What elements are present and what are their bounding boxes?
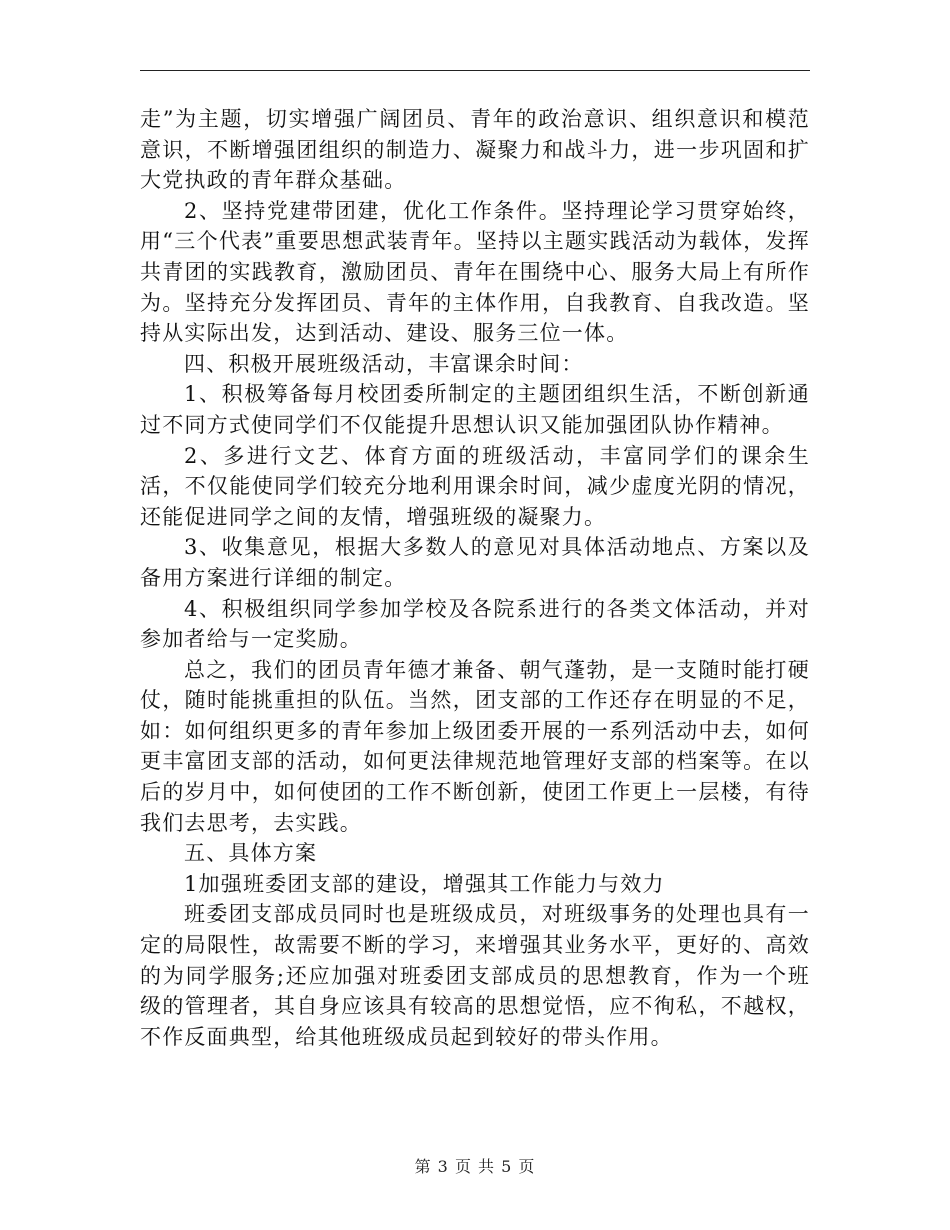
- header-rule: [140, 70, 810, 71]
- paragraph: 总之，我们的团员青年德才兼备、朝气蓬勃，是一支随时能打硬仗，随时能挑重担的队伍。当然，团支部的工作还存在明显的不足，如：如何组织更多的青年参加上级团委开展的一系列活动中去，如何更丰富团支部的活动，如何更法律规范地管理好支部的档案等。在以后的岁月中，如何使团的工作不断创新，使团工作更上一层楼，有待我们去思考，去实践。: [140, 657, 810, 835]
- paragraph: 3、收集意见，根据大多数人的意见对具体活动地点、方案以及备用方案进行详细的制定。: [140, 535, 810, 590]
- subsection-heading: 1加强班委团支部的建设，增强其工作能力与效力: [184, 871, 665, 896]
- section-heading: 四、积极开展班级活动，丰富课余时间：: [184, 351, 584, 376]
- page-number-footer: 第 3 页 共 5 页: [414, 1157, 536, 1176]
- paragraph: 4、积极组织同学参加学校及各院系进行的各类文体活动，并对参加者给与一定奖励。: [140, 596, 810, 652]
- paragraph: 班委团支部成员同时也是班级成员，对班级事务的处理也具有一定的局限性，故需要不断的学习，来增强其业务水平，更好的、高效的为同学服务;还应加强对班委团支部成员的思想教育，作为一个班级的管理者，其自身应该具有较高的思想觉悟，应不徇私，不越权，不作反面典型，给其他班级成员起到较好的带头作用。: [140, 902, 810, 1049]
- paragraph: 2、多进行文艺、体育方面的班级活动，丰富同学们的课余生活，不仅能使同学们较充分地利用课余时间，减少虚度光阴的情况，还能促进同学之间的友情，增强班级的凝聚力。: [140, 443, 810, 529]
- section-heading: 五、具体方案: [184, 841, 318, 866]
- paragraph: 走”为主题，切实增强广阔团员、青年的政治意识、组织意识和模范意识，不断增强团组织的制造力、凝聚力和战斗力，进一步巩固和扩大党执政的青年群众基础。: [140, 107, 810, 193]
- paragraph: 1、积极筹备每月校团委所制定的主题团组织生活，不断创新通过不同方式使同学们不仅能提升思想认识又能加强团队协作精神。: [140, 382, 810, 437]
- paragraph: 2、坚持党建带团建，优化工作条件。坚持理论学习贯穿始终，用“三个代表”重要思想武装青年。坚持以主题实践活动为载体，发挥共青团的实践教育，激励团员、青年在围绕中心、服务大局上有所作为。坚持充分发挥团员、青年的主体作用，自我教育、自我改造。坚持从实际出发，达到活动、建设、服务三位一体。: [140, 198, 810, 346]
- body-text: [140, 104, 810, 1052]
